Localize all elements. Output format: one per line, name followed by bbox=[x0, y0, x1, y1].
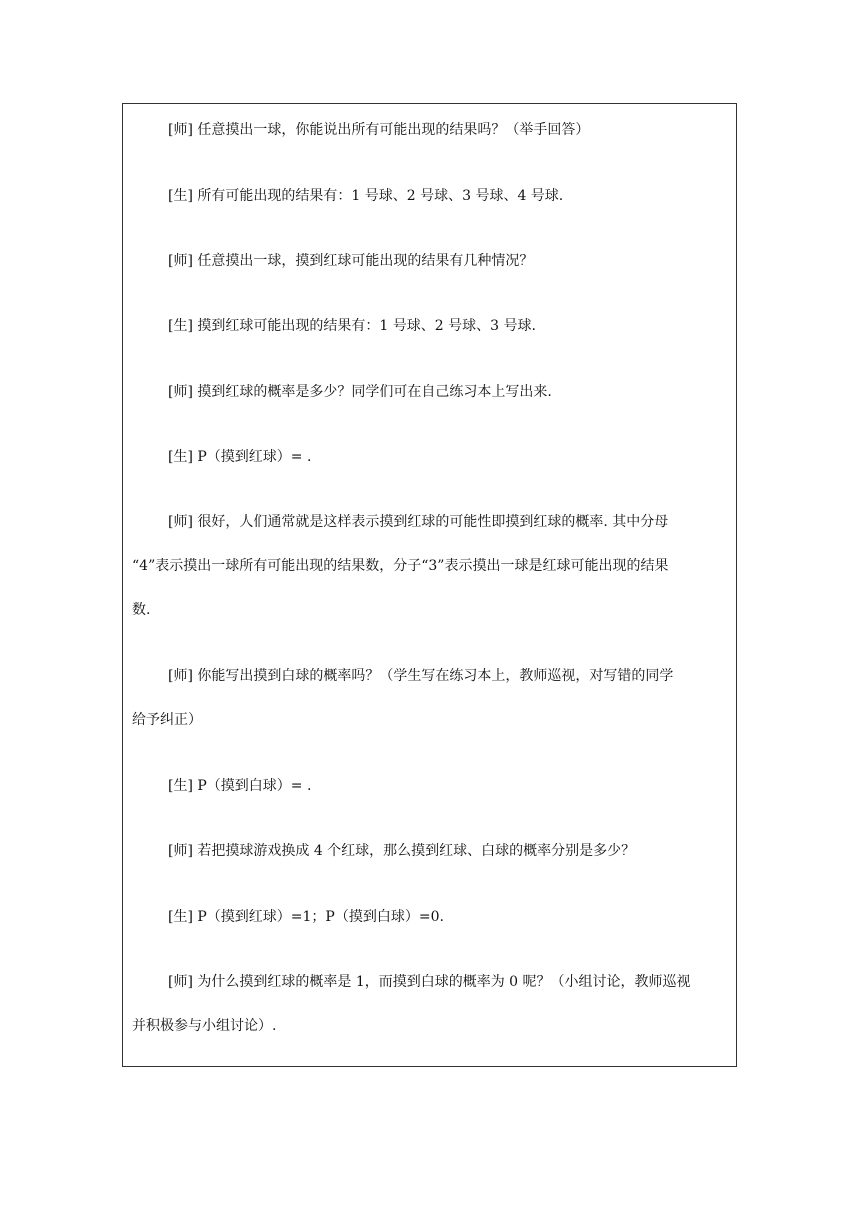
dialogue-line: [生] P（摸到红球）=1；P（摸到白球）=0. bbox=[168, 909, 444, 925]
dialogue-line: [师] 任意摸出一球，你能说出所有可能出现的结果吗？（举手回答） bbox=[168, 122, 590, 138]
dialogue-line: [师] 若把摸球游戏换成 4 个红球，那么摸到红球、白球的概率分别是多少？ bbox=[168, 843, 636, 859]
dialogue-line-continued: “4”表示摸出一球所有可能出现的结果数，分子“3”表示摸出一球是红球可能出现的结果 bbox=[132, 558, 669, 574]
dialogue-line: [生] 所有可能出现的结果有：1 号球、2 号球、3 号球、4 号球. bbox=[168, 188, 564, 204]
dialogue-line: [师] 任意摸出一球，摸到红球可能出现的结果有几种情况？ bbox=[168, 253, 534, 269]
dialogue-line-continued: 数. bbox=[132, 602, 151, 618]
dialogue-line: [生] 摸到红球可能出现的结果有：1 号球、2 号球、3 号球. bbox=[168, 318, 536, 334]
dialogue-line: [师] 很好，人们通常就是这样表示摸到红球的可能性即摸到红球的概率. 其中分母 bbox=[168, 514, 669, 530]
dialogue-line: [生] P（摸到红球）= . bbox=[168, 449, 312, 465]
dialogue-line: [师] 你能写出摸到白球的概率吗？（学生写在练习本上，教师巡视，对写错的同学 bbox=[168, 668, 674, 684]
dialogue-line: [师] 摸到红球的概率是多少？同学们可在自己练习本上写出来. bbox=[168, 384, 552, 400]
dialogue-line: [师] 为什么摸到红球的概率是 1，而摸到白球的概率为 0 呢？（小组讨论，教师巡视 bbox=[168, 974, 691, 990]
dialogue-line-continued: 并积极参与小组讨论）. bbox=[132, 1018, 277, 1034]
dialogue-line-continued: 给予纠正） bbox=[132, 712, 202, 728]
dialogue-line: [生] P（摸到白球）= . bbox=[168, 778, 312, 794]
